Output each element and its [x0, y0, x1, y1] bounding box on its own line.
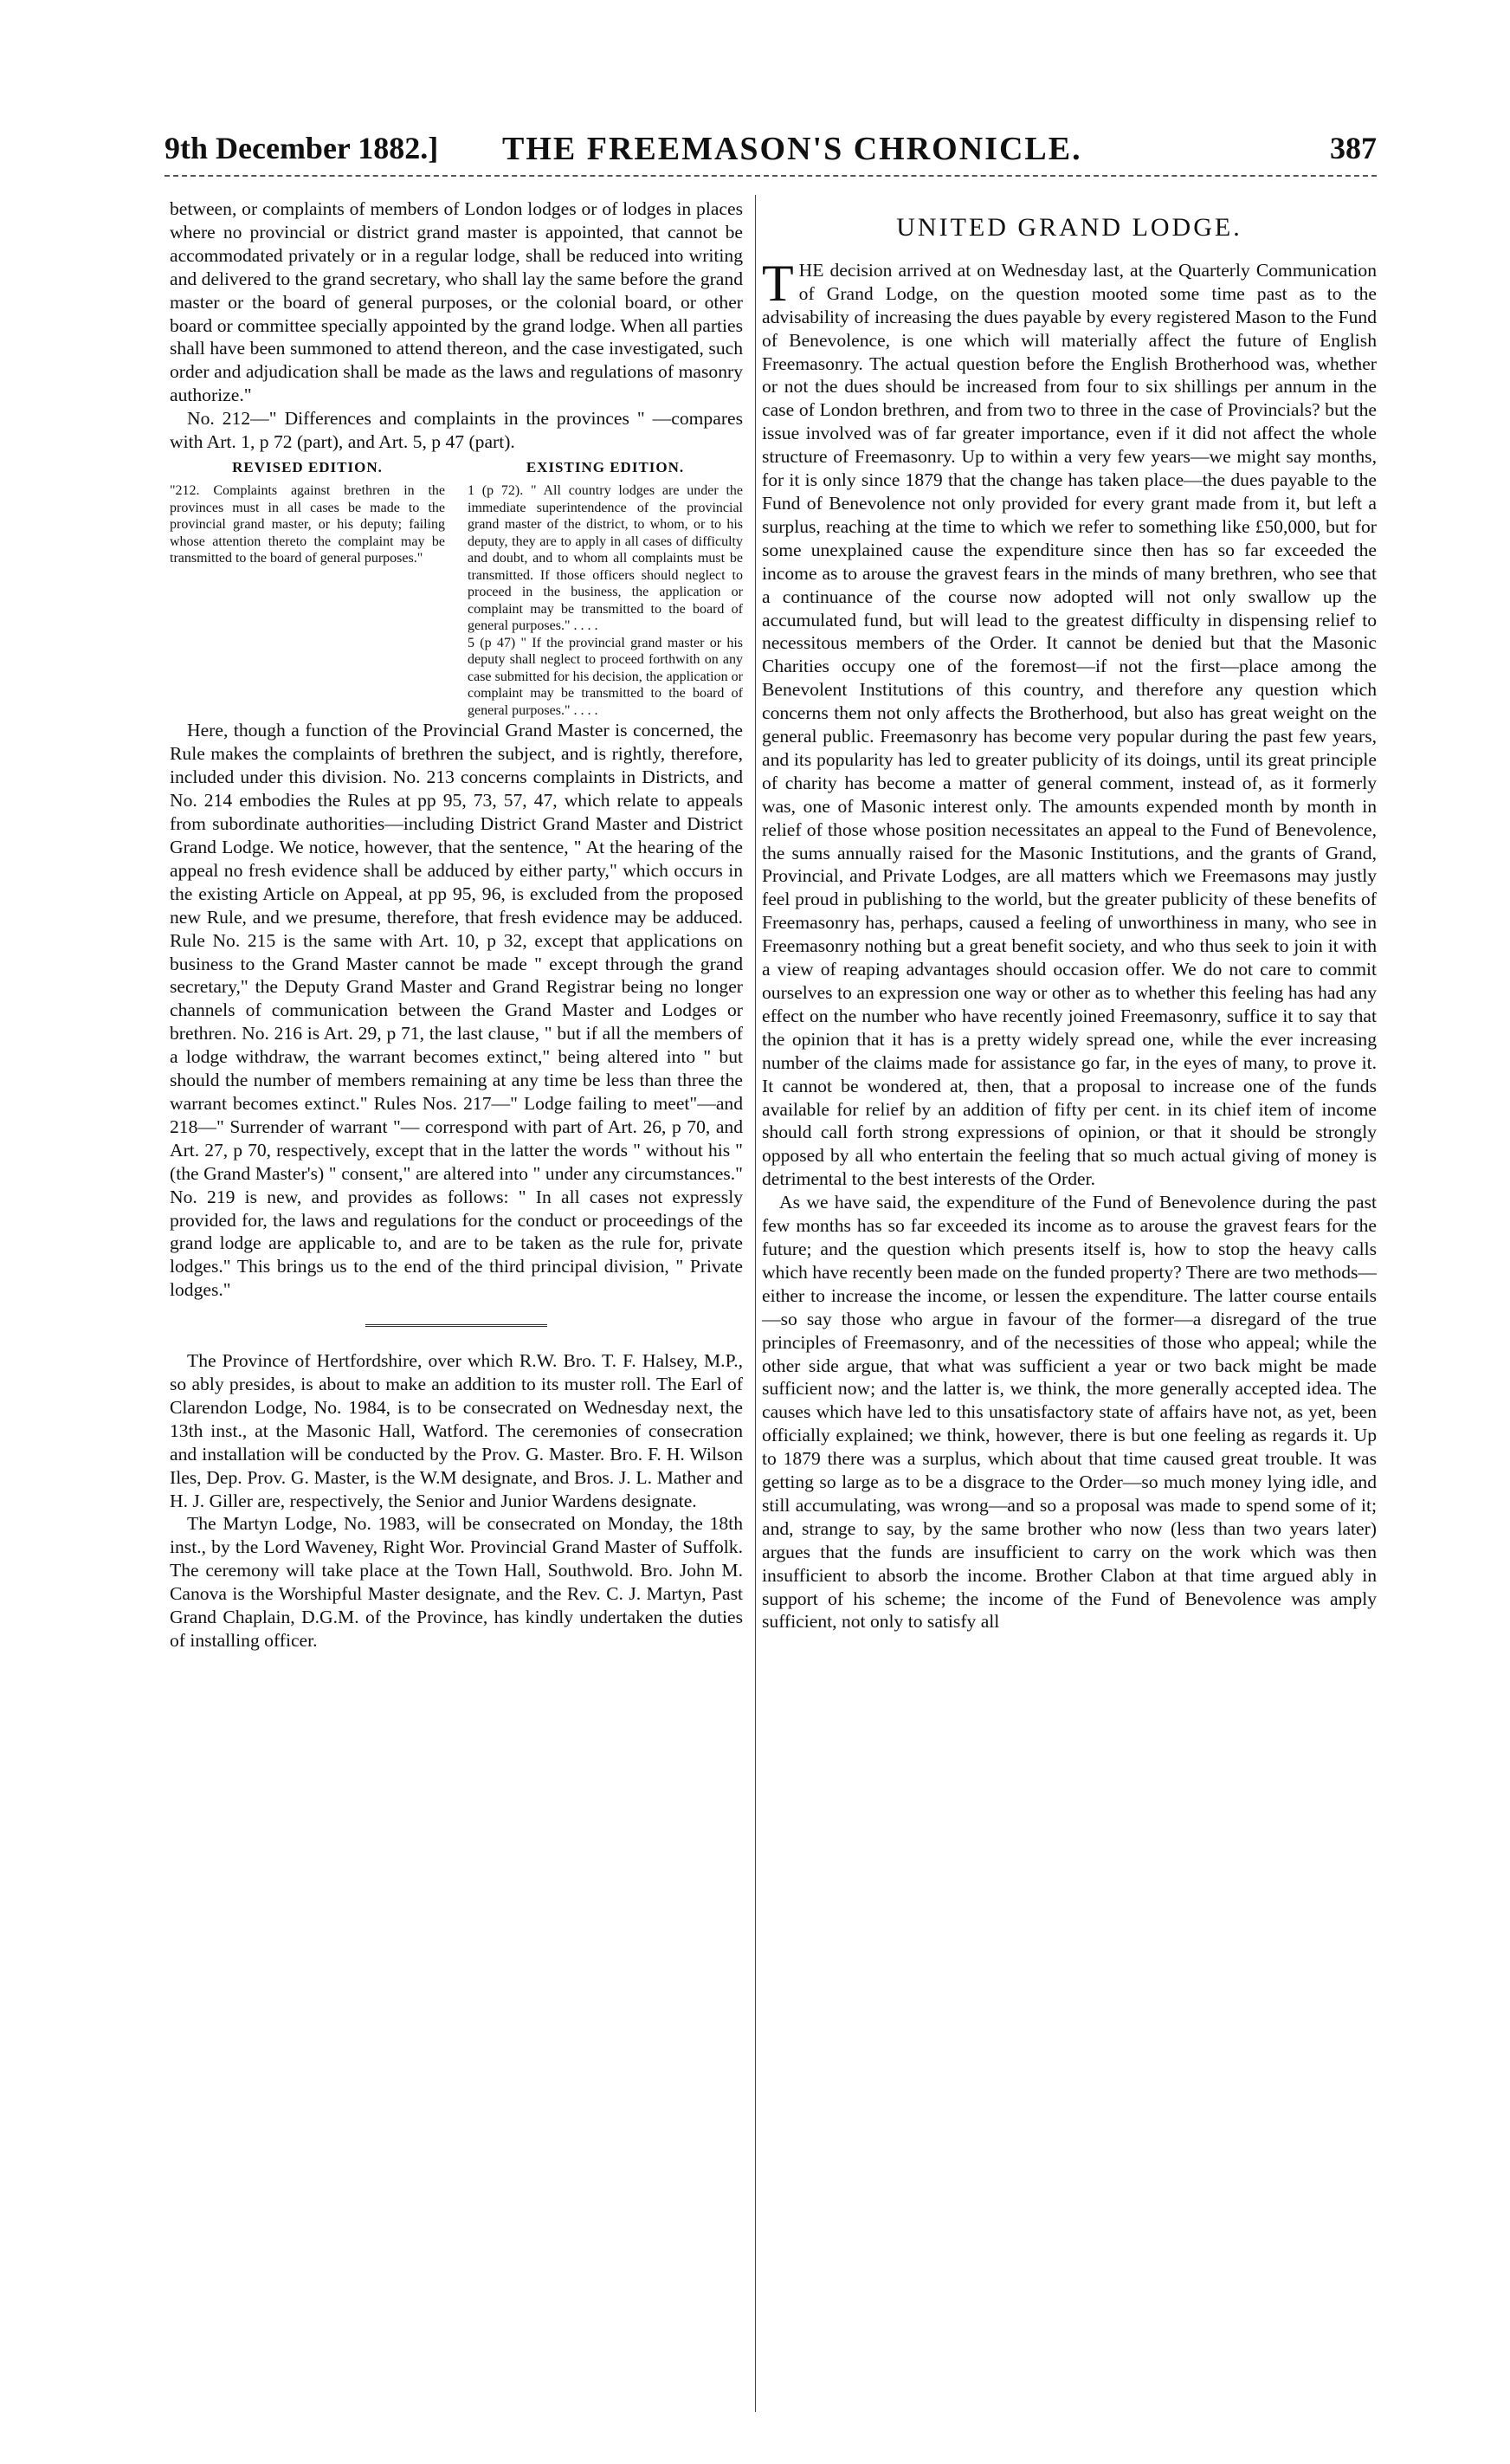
paragraph-opening: between, or complaints of members of London lodges or of lodges in places where no provincial or district grand master is appointed, that cannot be accommodated privately or in a regular lodge, shall be reduced into writing and delivered to the grand secretary, who shall lay the same before the grand master or the board of general purposes, or the colonial board, or other board or committee specially appointed by the grand lodge. When all parties shall have been summoned to attend thereon, and the case investigated, such order and adjudication shall be made as the laws and regulations of masonry authorize." [170, 198, 743, 406]
drop-cap: T [762, 254, 794, 312]
paragraph-martyn-lodge: The Martyn Lodge, No. 1983, will be consecrated on Monday, the 18th inst., by the Lord Waveney, Right Wor. Provincial Grand Master of Suffolk. The ceremony will take place at the Town Hall, Southwold. Bro. John M. Canova is the Worshipful Master designate, and the Rev. C. J. Martyn, Past Grand Chaplain, D.G.M. of the Province, has kindly undertaken the duties of installing officer. [170, 1513, 743, 1651]
revised-edition-text: "212. Complaints against brethren in the provinces must in all cases be made to the provincial grand master, or his deputy; failing whose attention thereto the complaint may be transmitted to the board of general purposes." [170, 483, 445, 566]
left-column [170, 197, 743, 1652]
existing-edition [468, 457, 743, 720]
editions-comparison [170, 457, 743, 720]
header-page-number: 387 [1330, 131, 1377, 165]
page-header [165, 130, 1377, 182]
existing-edition-text-1: 1 (p 72). " All country lodges are under the immediate superintendence of the provincial grand master of the district, to whom, or to his deputy, they are to apply in all cases of difficulty and doubt, and to whom all complaints must be transmitted. If those officers should neglect to proceed in the business, the application or complaint may be transmitted to the board of general purposes." . . . . [468, 483, 743, 634]
paragraph-decision-text: HE decision arrived at on Wednesday last, at the Quarterly Communication of Grand Lodge, on the question mooted some time past as to the advisability of increasing the dues payable by every registered Mason to the Fund of Benevolence, is one which will materially affect the future of English Freemasonry. The actual question before the English Brotherhood was, whether or not the dues should be increased from four to six shillings per annum in the case of London brethren, and from two to three in the case of Provincials? but the issue involved was of far greater importance, even if it did not affect the whole structure of Freemasonry. Up to within a very few years—we might say months, for it is only since 1879 that the change has taken place—the dues payable to the Fund of Benevolence not only provided for every grant made from it, but left a surplus, reaching at the time to which we refer to something like £50,000, but for some unexplained cause the expenditure since then has so far exceeded the income as to arouse the gravest fears in the minds of many brethren, who see that a continuance of the course now adopted will not only swallow up the accumulated fund, but will lead to the greatest difficulty in dispensing relief to necessitous members of the Order. It cannot be denied but that the Masonic Charities occupy one of the foremost—if not the first—place among the Benevolent Institutions of this country, and therefore any question which concerns them not only affects the Brotherhood, but also has great weight on the general public. Freemasonry has become very popular during the past few years, and its popularity has led to greater publicity of its doings, until its great principle of charity has become a matter of general comment, instead of, as it formerly was, one of Masonic interest only. The amounts expended month by month in relief of those whose position necessitates an appeal to the Fund of Benevolence, the sums annually raised for the Masonic Institutions, and the grants of Grand, Provincial, and Private Lodges, are all matters which we Freemasons may justly feel proud in publishing to the world, but the greater publicity of these benefits of Freemasonry has, perhaps, caused a feeling of unworthiness in many, who see in Freemasonry nothing but a great benefit society, and who thus seek to join it with a view of reaping advantages should occasion offer. We do not care to commit ourselves to an expression one way or other as to whether this feeling has had any effect on the number who have recently joined Freemasonry, suffice it to say that the opinion that it has is a pretty widely spread one, while the ever increasing number of the claims made for assistance go far, in the eyes of many, to prove it. It cannot be wondered at, then, that a proposal to increase one of the funds available for relief by an addition of fifty per cent. in its chief item of income should call forth strong expressions of opinion, or that it should be strongly opposed by all who entertain the feeling that so much actual giving of money is detrimental to the best interests of the Order. [762, 259, 1377, 1190]
paragraph-expenditure: As we have said, the expenditure of the Fund of Benevolence during the past few months has so far exceeded its income as to arouse the gravest fears for the future; and the question which presents itself is, how to stop the heavy calls which have recently been made on the funded property? There are two methods—either to increase the income, or lessen the expenditure. The latter course entails—so say those who argue in favour of the former—a disregard of the true principles of Freemasonry, and of the necessities of those who appeal; while the other side argue, that what was sufficient a year or two back might be made sufficient now; and the latter is, we think, the more generally accepted idea. The causes which have led to this unsatisfactory state of affairs have not, as yet, been officially explained; we think, however, there is but one feeling as regards it. Up to 1879 there was a surplus, which about that time caused great trouble. It was getting so large as to be a disgrace to the Order—so much money lying idle, and still accumulating, was wrong—and so a proposal was made to spend some of it; and, strange to say, by the same brother who now (less than two years later) argues that the funds are insufficient to carry on the work which was then insufficient to absorb the income. Brother Clabon at that time argued ably in support of his scheme; the income of the Fund of Benevolence was amply sufficient, not only to satisfy all [762, 1192, 1377, 1633]
header-title: THE FREEMASON'S CHRONICLE. [502, 131, 1082, 167]
paragraph-decision [762, 254, 1377, 1191]
paragraph-here: Here, though a function of the Provincial Grand Master is concerned, the Rule makes the complaints of brethren the subject, and is rightly, therefore, included under this division. No. 213 concerns complaints in Districts, and No. 214 embodies the Rules at pp 95, 73, 57, 47, which relate to appeals from subordinate authorities—including District Grand Master and District Grand Lodge. We notice, however, that the sentence, " At the hearing of the appeal no fresh evidence shall be adduced by either party," which occurs in the existing Article on Appeal, at pp 95, 96, is excluded from the proposed new Rule, and we presume, therefore, that fresh evidence may be adduced. Rule No. 215 is the same with Art. 10, p 32, except that applications on business to the Grand Master cannot be made " except through the grand secretary," the Deputy Grand Master and Grand Registrar being no longer channels of communication between the Grand Master and Lodges or brethren. No. 216 is Art. 29, p 71, the last clause, " but if all the members of a lodge withdraw, the warrant becomes extinct," being altered into " but should the number of members remaining at any time be less than three the warrant becomes extinct." Rules Nos. 217—" Lodge failing to meet"—and 218—" Surrender of warrant "— correspond with part of Art. 26, p 70, and Art. 27, p 70, respectively, except that in the latter the words " without his " (the Grand Master's) " consent," are altered into " under any circumstances." No. 219 is new, and provides as follows: " In all cases not expressly provided for, the laws and regulations for the conduct or proceedings of the grand lodge are applicable to, and are to be taken as the rule for, private lodges." This brings us to the end of the third principal division, " Private lodges." [170, 720, 743, 1301]
header-date: 9th December 1882.] [165, 131, 439, 165]
existing-edition-heading: EXISTING EDITION. [526, 458, 685, 475]
section-divider [365, 1324, 547, 1327]
right-column [762, 197, 1377, 1633]
paragraph-no212: No. 212—" Differences and complaints in the provinces " —compares with Art. 1, p 72 (part), and Art. 5, p 47 (part). [170, 408, 743, 453]
column-divider [755, 195, 756, 2412]
section-title: UNITED GRAND LODGE. [896, 213, 1242, 242]
revised-edition [170, 457, 445, 720]
header-rule [165, 175, 1377, 177]
paragraph-hertfordshire: The Province of Hertfordshire, over which R.W. Bro. T. F. Halsey, M.P., so ably presides, is about to make an addition to its muster roll. The Earl of Clarendon Lodge, No. 1984, is to be consecrated on Wednesday next, the 13th inst., at the Masonic Hall, Watford. The ceremonies of consecration and installation will be conducted by the Prov. G. Master. Bro. F. H. Wilson Iles, Dep. Prov. G. Master, is the W.M designate, and Bros. J. L. Mather and H. J. Giller are, respectively, the Senior and Junior Wardens designate. [170, 1350, 743, 1511]
existing-edition-text-2: 5 (p 47) " If the provincial grand master or his deputy shall neglect to proceed forthwith on any case submitted for his decision, the application or complaint may be transmitted to the board of general purposes." . . . . [468, 635, 743, 718]
revised-edition-heading: REVISED EDITION. [232, 458, 383, 475]
